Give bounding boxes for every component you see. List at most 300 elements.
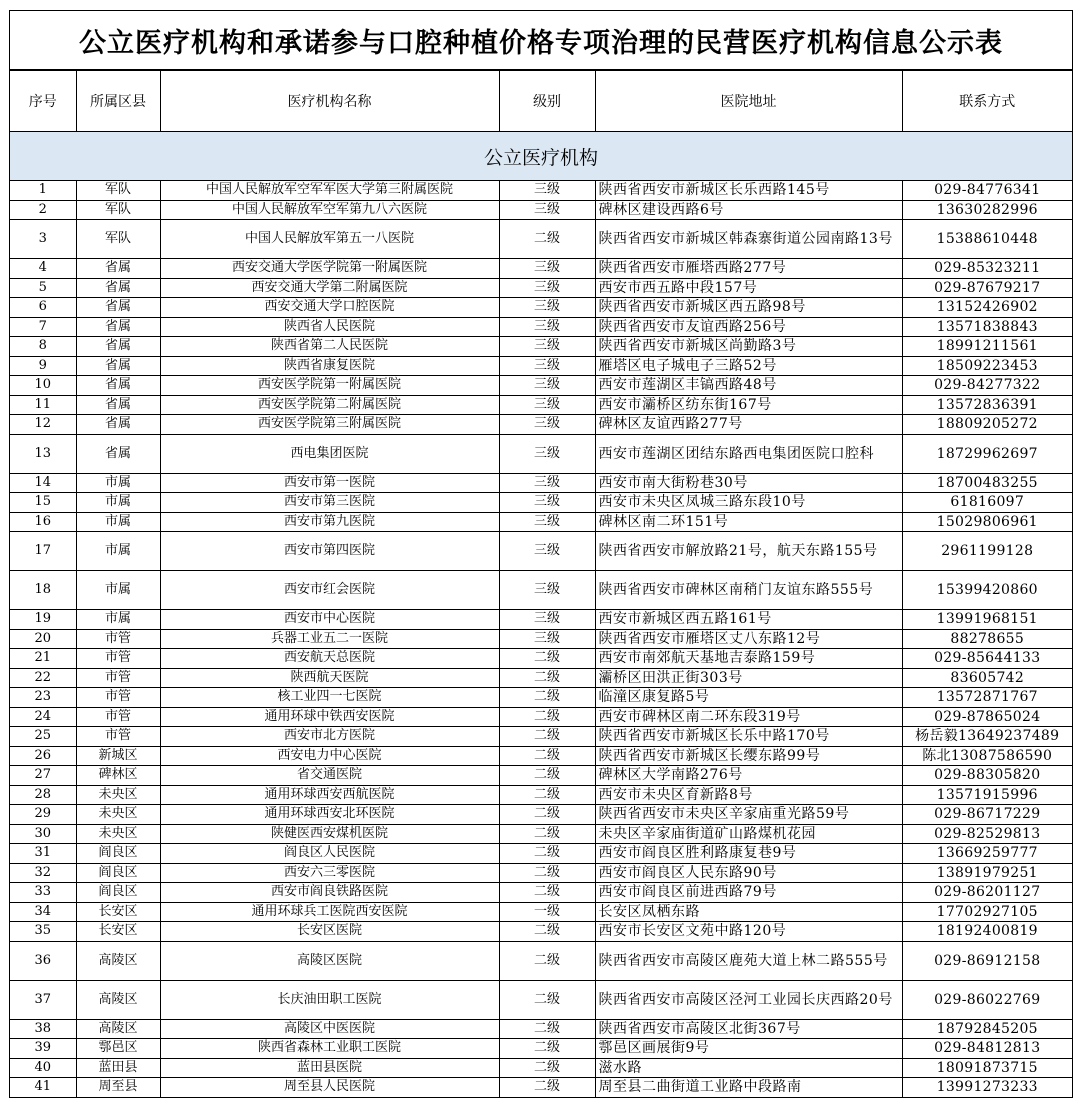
table-row — [10, 415, 1072, 435]
row-hospital-name: 陕西航天医院 — [160, 668, 499, 688]
row-district: 高陵区 — [76, 980, 160, 1019]
row-district: 未央区 — [76, 824, 160, 844]
row-number: 30 — [10, 824, 76, 844]
row-hospital-name: 通用环球西安北环医院 — [160, 805, 499, 825]
row-level: 三级 — [499, 259, 595, 279]
table-row — [10, 668, 1072, 688]
row-level: 二级 — [499, 649, 595, 669]
row-level: 二级 — [499, 824, 595, 844]
row-contact: 029-86717229 — [902, 805, 1072, 825]
row-level: 一级 — [499, 902, 595, 922]
table-row — [10, 532, 1072, 571]
row-district: 市属 — [76, 493, 160, 513]
row-contact: 029-86201127 — [902, 883, 1072, 903]
table-row — [10, 649, 1072, 669]
row-district: 省属 — [76, 376, 160, 396]
row-district: 军队 — [76, 220, 160, 259]
row-level: 二级 — [499, 746, 595, 766]
row-address: 陕西省西安市高陵区北街367号 — [595, 1019, 902, 1039]
section-row — [10, 132, 1072, 181]
row-level: 三级 — [499, 415, 595, 435]
row-district: 阎良区 — [76, 883, 160, 903]
header-row — [10, 71, 1072, 132]
row-contact: 13571838843 — [902, 317, 1072, 337]
table-row — [10, 785, 1072, 805]
row-number: 35 — [10, 922, 76, 942]
row-district: 市管 — [76, 668, 160, 688]
row-hospital-name: 西安市阎良铁路医院 — [160, 883, 499, 903]
row-level: 三级 — [499, 200, 595, 220]
row-hospital-name: 西安航天总医院 — [160, 649, 499, 669]
table-row — [10, 746, 1072, 766]
row-number: 36 — [10, 941, 76, 980]
row-address: 临潼区康复路5号 — [595, 688, 902, 708]
row-hospital-name: 兵器工业五二一医院 — [160, 629, 499, 649]
row-level: 三级 — [499, 512, 595, 532]
row-hospital-name: 西安医学院第三附属医院 — [160, 415, 499, 435]
row-number: 28 — [10, 785, 76, 805]
row-level: 二级 — [499, 844, 595, 864]
table-body — [10, 181, 1072, 1098]
table-row — [10, 493, 1072, 513]
row-level: 二级 — [499, 766, 595, 786]
row-level: 三级 — [499, 532, 595, 571]
row-level: 三级 — [499, 473, 595, 493]
row-district: 市管 — [76, 707, 160, 727]
row-district: 蓝田县 — [76, 1058, 160, 1078]
table-row — [10, 707, 1072, 727]
row-contact: 029-84776341 — [902, 181, 1072, 201]
row-hospital-name: 西安电力中心医院 — [160, 746, 499, 766]
row-level: 三级 — [499, 356, 595, 376]
row-level: 二级 — [499, 707, 595, 727]
row-address: 西安市新城区西五路161号 — [595, 610, 902, 630]
table-row — [10, 278, 1072, 298]
row-level: 三级 — [499, 181, 595, 201]
row-hospital-name: 西安市第四医院 — [160, 532, 499, 571]
row-contact: 029-87865024 — [902, 707, 1072, 727]
table-row — [10, 1039, 1072, 1059]
row-contact: 杨岳毅13649237489 — [902, 727, 1072, 747]
row-number: 19 — [10, 610, 76, 630]
table-row — [10, 824, 1072, 844]
row-district: 市管 — [76, 727, 160, 747]
row-address: 碑林区南二环151号 — [595, 512, 902, 532]
row-level: 二级 — [499, 668, 595, 688]
row-district: 鄠邑区 — [76, 1039, 160, 1059]
row-district: 省属 — [76, 259, 160, 279]
row-number: 40 — [10, 1058, 76, 1078]
table-row — [10, 337, 1072, 357]
row-contact: 13630282996 — [902, 200, 1072, 220]
row-hospital-name: 阎良区人民医院 — [160, 844, 499, 864]
row-district: 高陵区 — [76, 1019, 160, 1039]
row-contact: 61816097 — [902, 493, 1072, 513]
row-district: 碑林区 — [76, 766, 160, 786]
row-hospital-name: 通用环球中铁西安医院 — [160, 707, 499, 727]
table-row — [10, 259, 1072, 279]
row-address: 陕西省西安市解放路21号，航天东路155号 — [595, 532, 902, 571]
table-row — [10, 766, 1072, 786]
row-hospital-name: 西安医学院第二附属医院 — [160, 395, 499, 415]
table-row — [10, 629, 1072, 649]
table-row — [10, 512, 1072, 532]
row-contact: 029-85323211 — [902, 259, 1072, 279]
row-contact: 029-87679217 — [902, 278, 1072, 298]
header-district: 所属区县 — [76, 71, 160, 132]
row-contact: 029-84277322 — [902, 376, 1072, 396]
row-contact: 18991211561 — [902, 337, 1072, 357]
row-address: 西安市未央区凤城三路东段10号 — [595, 493, 902, 513]
table-row — [10, 395, 1072, 415]
row-hospital-name: 通用环球兵工医院西安医院 — [160, 902, 499, 922]
row-level: 二级 — [499, 785, 595, 805]
table-title: 公立医疗机构和承诺参与口腔种植价格专项治理的民营医疗机构信息公示表 — [10, 11, 1072, 70]
row-contact: 83605742 — [902, 668, 1072, 688]
row-contact: 029-86912158 — [902, 941, 1072, 980]
row-address: 周至县二曲街道工业路中段路南 — [595, 1078, 902, 1098]
row-hospital-name: 西安市中心医院 — [160, 610, 499, 630]
row-contact: 18792845205 — [902, 1019, 1072, 1039]
row-level: 三级 — [499, 376, 595, 396]
row-address: 陕西省西安市友谊西路256号 — [595, 317, 902, 337]
row-level: 二级 — [499, 1039, 595, 1059]
row-district: 市属 — [76, 571, 160, 610]
hospital-table — [10, 70, 1072, 1098]
table-row — [10, 200, 1072, 220]
row-hospital-name: 西安市第一医院 — [160, 473, 499, 493]
row-contact: 13572871767 — [902, 688, 1072, 708]
row-number: 32 — [10, 863, 76, 883]
table-row — [10, 883, 1072, 903]
row-number: 41 — [10, 1078, 76, 1098]
row-district: 周至县 — [76, 1078, 160, 1098]
row-level: 二级 — [499, 805, 595, 825]
row-hospital-name: 西安市第三医院 — [160, 493, 499, 513]
header-level: 级别 — [499, 71, 595, 132]
row-number: 8 — [10, 337, 76, 357]
row-district: 长安区 — [76, 922, 160, 942]
row-address: 西安市南大街粉巷30号 — [595, 473, 902, 493]
table-row — [10, 317, 1072, 337]
row-contact: 18509223453 — [902, 356, 1072, 376]
row-hospital-name: 西安交通大学口腔医院 — [160, 298, 499, 318]
row-level: 二级 — [499, 863, 595, 883]
row-address: 陕西省西安市雁塔区丈八东路12号 — [595, 629, 902, 649]
row-number: 11 — [10, 395, 76, 415]
row-address: 西安市南郊航天基地吉泰路159号 — [595, 649, 902, 669]
row-hospital-name: 西安交通大学医学院第一附属医院 — [160, 259, 499, 279]
row-address: 长安区凤栖东路 — [595, 902, 902, 922]
row-level: 三级 — [499, 434, 595, 473]
row-district: 阎良区 — [76, 863, 160, 883]
row-contact: 18729962697 — [902, 434, 1072, 473]
row-address: 西安市阎良区胜利路康复巷9号 — [595, 844, 902, 864]
row-hospital-name: 省交通医院 — [160, 766, 499, 786]
row-district: 省属 — [76, 434, 160, 473]
row-level: 三级 — [499, 317, 595, 337]
table-row — [10, 727, 1072, 747]
row-hospital-name: 周至县人民医院 — [160, 1078, 499, 1098]
row-hospital-name: 陕西省森林工业职工医院 — [160, 1039, 499, 1059]
row-number: 12 — [10, 415, 76, 435]
row-number: 17 — [10, 532, 76, 571]
row-contact: 15399420860 — [902, 571, 1072, 610]
row-contact: 13991273233 — [902, 1078, 1072, 1098]
row-hospital-name: 高陵区中医医院 — [160, 1019, 499, 1039]
row-district: 省属 — [76, 298, 160, 318]
row-number: 21 — [10, 649, 76, 669]
sheet — [9, 10, 1073, 1098]
row-contact: 88278655 — [902, 629, 1072, 649]
row-number: 38 — [10, 1019, 76, 1039]
row-district: 市属 — [76, 610, 160, 630]
row-level: 三级 — [499, 571, 595, 610]
row-address: 西安市莲湖区团结东路西电集团医院口腔科 — [595, 434, 902, 473]
row-hospital-name: 高陵区医院 — [160, 941, 499, 980]
row-district: 市管 — [76, 688, 160, 708]
row-address: 陕西省西安市未央区辛家庙重光路59号 — [595, 805, 902, 825]
row-district: 省属 — [76, 278, 160, 298]
table-row — [10, 922, 1072, 942]
table-row — [10, 181, 1072, 201]
table-row — [10, 473, 1072, 493]
row-level: 二级 — [499, 220, 595, 259]
row-district: 省属 — [76, 415, 160, 435]
row-address: 陕西省西安市新城区长缨东路99号 — [595, 746, 902, 766]
table-row — [10, 571, 1072, 610]
row-district: 省属 — [76, 337, 160, 357]
table-row — [10, 805, 1072, 825]
row-contact: 029-85644133 — [902, 649, 1072, 669]
table-row — [10, 434, 1072, 473]
row-district: 阎良区 — [76, 844, 160, 864]
row-contact: 029-84812813 — [902, 1039, 1072, 1059]
row-level: 二级 — [499, 941, 595, 980]
row-level: 三级 — [499, 493, 595, 513]
row-level: 二级 — [499, 1058, 595, 1078]
row-number: 7 — [10, 317, 76, 337]
row-address: 西安市阎良区人民东路90号 — [595, 863, 902, 883]
row-hospital-name: 西安市北方医院 — [160, 727, 499, 747]
row-hospital-name: 陕健医西安煤机医院 — [160, 824, 499, 844]
table-row — [10, 863, 1072, 883]
row-hospital-name: 中国人民解放军空军第九八六医院 — [160, 200, 499, 220]
row-address: 西安市阎良区前进西路79号 — [595, 883, 902, 903]
row-address: 陕西省西安市高陵区泾河工业园长庆西路20号 — [595, 980, 902, 1019]
row-hospital-name: 核工业四一七医院 — [160, 688, 499, 708]
row-number: 34 — [10, 902, 76, 922]
row-hospital-name: 通用环球西安西航医院 — [160, 785, 499, 805]
table-row — [10, 1019, 1072, 1039]
row-number: 39 — [10, 1039, 76, 1059]
row-number: 31 — [10, 844, 76, 864]
row-hospital-name: 陕西省第二人民医院 — [160, 337, 499, 357]
row-number: 24 — [10, 707, 76, 727]
row-address: 陕西省西安市高陵区鹿苑大道上林二路555号 — [595, 941, 902, 980]
row-number: 4 — [10, 259, 76, 279]
row-number: 18 — [10, 571, 76, 610]
row-contact: 029-86022769 — [902, 980, 1072, 1019]
row-level: 二级 — [499, 883, 595, 903]
row-district: 市管 — [76, 649, 160, 669]
row-level: 三级 — [499, 629, 595, 649]
row-number: 14 — [10, 473, 76, 493]
row-number: 10 — [10, 376, 76, 396]
row-district: 市属 — [76, 532, 160, 571]
row-contact: 13891979251 — [902, 863, 1072, 883]
row-number: 2 — [10, 200, 76, 220]
row-hospital-name: 长安区医院 — [160, 922, 499, 942]
row-hospital-name: 中国人民解放军空军军医大学第三附属医院 — [160, 181, 499, 201]
row-district: 省属 — [76, 356, 160, 376]
row-hospital-name: 长庆油田职工医院 — [160, 980, 499, 1019]
row-hospital-name: 中国人民解放军第五一八医院 — [160, 220, 499, 259]
row-district: 军队 — [76, 181, 160, 201]
row-district: 长安区 — [76, 902, 160, 922]
header-name: 医疗机构名称 — [160, 71, 499, 132]
row-level: 二级 — [499, 688, 595, 708]
row-number: 20 — [10, 629, 76, 649]
row-number: 15 — [10, 493, 76, 513]
table-row — [10, 298, 1072, 318]
row-level: 三级 — [499, 298, 595, 318]
table-row — [10, 688, 1072, 708]
row-address: 陕西省西安市碑林区南稍门友谊东路555号 — [595, 571, 902, 610]
row-district: 新城区 — [76, 746, 160, 766]
row-number: 23 — [10, 688, 76, 708]
row-district: 军队 — [76, 200, 160, 220]
row-contact: 15388610448 — [902, 220, 1072, 259]
row-address: 陕西省西安市雁塔西路277号 — [595, 259, 902, 279]
table-row — [10, 941, 1072, 980]
row-hospital-name: 西电集团医院 — [160, 434, 499, 473]
row-address: 西安市长安区文苑中路120号 — [595, 922, 902, 942]
row-address: 未央区辛家庙街道矿山路煤机花园 — [595, 824, 902, 844]
row-address: 陕西省西安市新城区长乐中路170号 — [595, 727, 902, 747]
row-number: 16 — [10, 512, 76, 532]
row-address: 陕西省西安市新城区韩森寨街道公园南路13号 — [595, 220, 902, 259]
row-hospital-name: 蓝田县医院 — [160, 1058, 499, 1078]
row-hospital-name: 西安医学院第一附属医院 — [160, 376, 499, 396]
row-contact: 13152426902 — [902, 298, 1072, 318]
row-number: 3 — [10, 220, 76, 259]
row-address: 西安市西五路中段157号 — [595, 278, 902, 298]
table-row — [10, 1058, 1072, 1078]
row-address: 鄠邑区画展街9号 — [595, 1039, 902, 1059]
header-no: 序号 — [10, 71, 76, 132]
row-level: 二级 — [499, 727, 595, 747]
row-contact: 陈北13087586590 — [902, 746, 1072, 766]
row-level: 二级 — [499, 980, 595, 1019]
header-address: 医院地址 — [595, 71, 902, 132]
table-row — [10, 356, 1072, 376]
row-hospital-name: 陕西省康复医院 — [160, 356, 499, 376]
row-contact: 15029806961 — [902, 512, 1072, 532]
row-number: 6 — [10, 298, 76, 318]
row-level: 二级 — [499, 1019, 595, 1039]
table-row — [10, 902, 1072, 922]
row-level: 三级 — [499, 337, 595, 357]
row-contact: 18192400819 — [902, 922, 1072, 942]
row-contact: 18091873715 — [902, 1058, 1072, 1078]
table-row — [10, 980, 1072, 1019]
row-contact: 029-82529813 — [902, 824, 1072, 844]
row-address: 灞桥区田洪正街303号 — [595, 668, 902, 688]
row-address: 西安市灞桥区纺东街167号 — [595, 395, 902, 415]
row-contact: 13669259777 — [902, 844, 1072, 864]
row-address: 陕西省西安市新城区西五路98号 — [595, 298, 902, 318]
table-row — [10, 610, 1072, 630]
row-level: 二级 — [499, 922, 595, 942]
row-hospital-name: 西安六三零医院 — [160, 863, 499, 883]
table-row — [10, 844, 1072, 864]
row-hospital-name: 西安市第九医院 — [160, 512, 499, 532]
row-number: 5 — [10, 278, 76, 298]
row-contact: 13991968151 — [902, 610, 1072, 630]
table-row — [10, 1078, 1072, 1098]
table-row — [10, 220, 1072, 259]
row-contact: 13571915996 — [902, 785, 1072, 805]
row-address: 陕西省西安市新城区长乐西路145号 — [595, 181, 902, 201]
row-number: 22 — [10, 668, 76, 688]
row-district: 高陵区 — [76, 941, 160, 980]
header-contact: 联系方式 — [902, 71, 1072, 132]
row-number: 25 — [10, 727, 76, 747]
row-address: 西安市莲湖区丰镐西路48号 — [595, 376, 902, 396]
row-contact: 18809205272 — [902, 415, 1072, 435]
row-address: 碑林区友谊西路277号 — [595, 415, 902, 435]
row-district: 未央区 — [76, 805, 160, 825]
row-district: 省属 — [76, 317, 160, 337]
row-district: 省属 — [76, 395, 160, 415]
row-district: 市属 — [76, 512, 160, 532]
row-address: 陕西省西安市新城区尚勤路3号 — [595, 337, 902, 357]
row-number: 29 — [10, 805, 76, 825]
row-contact: 18700483255 — [902, 473, 1072, 493]
row-number: 1 — [10, 181, 76, 201]
row-number: 13 — [10, 434, 76, 473]
row-number: 37 — [10, 980, 76, 1019]
row-level: 三级 — [499, 610, 595, 630]
row-address: 雁塔区电子城电子三路52号 — [595, 356, 902, 376]
row-contact: 2961199128 — [902, 532, 1072, 571]
row-address: 碑林区大学南路276号 — [595, 766, 902, 786]
row-number: 27 — [10, 766, 76, 786]
row-contact: 13572836391 — [902, 395, 1072, 415]
row-contact: 17702927105 — [902, 902, 1072, 922]
table-row — [10, 376, 1072, 396]
row-district: 市属 — [76, 473, 160, 493]
row-number: 33 — [10, 883, 76, 903]
section-title: 公立医疗机构 — [10, 132, 1072, 181]
row-address: 西安市未央区育新路8号 — [595, 785, 902, 805]
row-contact: 029-88305820 — [902, 766, 1072, 786]
row-number: 26 — [10, 746, 76, 766]
row-address: 碑林区建设西路6号 — [595, 200, 902, 220]
row-district: 市管 — [76, 629, 160, 649]
row-address: 滋水路 — [595, 1058, 902, 1078]
row-hospital-name: 西安交通大学第二附属医院 — [160, 278, 499, 298]
row-district: 未央区 — [76, 785, 160, 805]
row-level: 三级 — [499, 278, 595, 298]
row-level: 二级 — [499, 1078, 595, 1098]
row-hospital-name: 西安市红会医院 — [160, 571, 499, 610]
row-number: 9 — [10, 356, 76, 376]
row-level: 三级 — [499, 395, 595, 415]
row-address: 西安市碑林区南二环东段319号 — [595, 707, 902, 727]
row-hospital-name: 陕西省人民医院 — [160, 317, 499, 337]
